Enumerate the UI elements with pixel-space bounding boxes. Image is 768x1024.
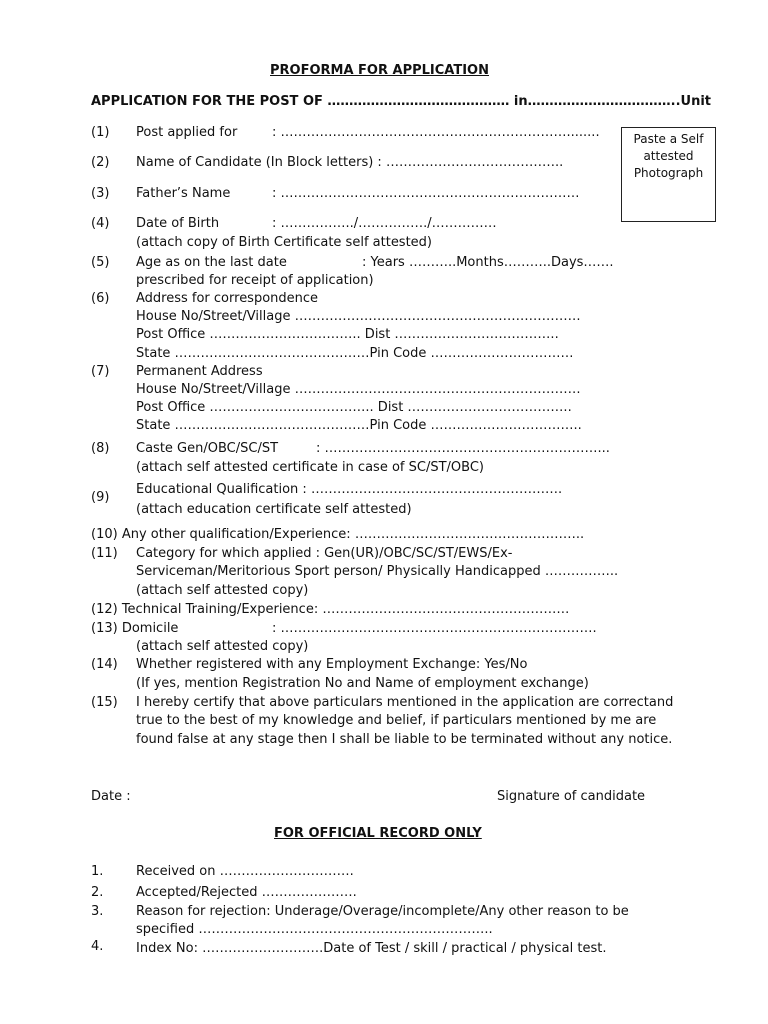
- accepted-rejected-field: Accepted/Rejected ………………….: [136, 885, 357, 900]
- official-number-2: 2.: [91, 885, 104, 900]
- permanent-state-field: State ………………………………………Pin Code ……………………………..: [136, 418, 582, 433]
- official-number-4: 4.: [91, 939, 104, 954]
- item-number-8: (8): [91, 441, 110, 456]
- rejection-reason-field: specified …………………………………………………………..: [136, 922, 493, 937]
- photo-box-line-3: Photograph: [633, 166, 704, 180]
- correspondence-house-field: House No/Street/Village …………………………………………………………: [136, 309, 581, 324]
- caste-field: : ………………………………………………………...: [316, 441, 610, 456]
- item-number-9: (9): [91, 490, 110, 505]
- index-no-field: Index No: ……………………….Date of Test / skill / practical / physical test.: [136, 941, 607, 956]
- item-number-11: (11): [91, 546, 118, 561]
- item-number-3: (3): [91, 186, 110, 201]
- father-name-label: Father’s Name: [136, 186, 231, 201]
- item-number-5: (5): [91, 255, 110, 270]
- correspondence-post-office-field: Post Office …………………………….. Dist ………………………………..: [136, 327, 559, 342]
- caste-note: (attach self attested certificate in case of SC/ST/OBC): [136, 460, 484, 475]
- rejection-reason-label: Reason for rejection: Underage/Overage/incomplete/Any other reason to be: [136, 904, 629, 919]
- category-note: (attach self attested copy): [136, 583, 309, 598]
- item-number-15: (15): [91, 695, 118, 710]
- caste-label: Caste Gen/OBC/SC/ST: [136, 441, 279, 456]
- photo-box-line-2: attested: [643, 149, 694, 163]
- application-post-line: APPLICATION FOR THE POST OF …………………………………… in……………………………..Unit: [91, 94, 712, 109]
- declaration-line-1: I hereby certify that above particulars mentioned in the application are correctand: [136, 695, 674, 710]
- category-field: Serviceman/Meritorious Sport person/ Physically Handicapped ……………..: [136, 564, 619, 579]
- official-number-3: 3.: [91, 904, 104, 919]
- father-name-field: : ……………………………………………………………: [272, 186, 580, 201]
- technical-training-field: (12) Technical Training/Experience: …………………………………………………: [91, 602, 570, 617]
- birth-certificate-note: (attach copy of Birth Certificate self attested): [136, 235, 433, 250]
- declaration-line-2: true to the best of my knowledge and belief, if particulars mentioned by me are: [136, 713, 657, 728]
- date-of-birth-field: : ……………../……………./……………: [272, 216, 497, 231]
- domicile-label: (13) Domicile: [91, 621, 179, 636]
- photo-box-line-1: Paste a Self: [633, 132, 704, 146]
- post-applied-label: Post applied for: [136, 125, 238, 140]
- date-label: Date :: [91, 789, 131, 804]
- educational-qualification-field: Educational Qualification : ………………………………………………….: [136, 482, 563, 497]
- item-number-4: (4): [91, 216, 110, 231]
- received-on-field: Received on ………………………….: [136, 864, 354, 879]
- employment-exchange-note: (If yes, mention Registration No and Name of employment exchange): [136, 676, 589, 691]
- correspondence-state-field: State ………………………………………Pin Code ……………………………: [136, 346, 574, 361]
- photograph-box: [621, 127, 716, 222]
- other-qualification-field: (10) Any other qualification/Experience: ……………………………………………..: [91, 527, 585, 542]
- category-label: Category for which applied : Gen(UR)/OBC/SC/ST/EWS/Ex-: [136, 546, 513, 561]
- official-number-1: 1.: [91, 864, 104, 879]
- employment-exchange-field: Whether registered with any Employment Exchange: Yes/No: [136, 657, 528, 672]
- domicile-field: : ……………………………………………………………….: [272, 621, 597, 636]
- permanent-post-office-field: Post Office ……………………………….. Dist ………………………………..: [136, 400, 572, 415]
- item-number-2: (2): [91, 155, 110, 170]
- declaration-line-3: found false at any stage then I shall be liable to be terminated without any notice.: [136, 732, 673, 747]
- age-note: prescribed for receipt of application): [136, 273, 374, 288]
- form-title: PROFORMA FOR APPLICATION: [270, 63, 489, 78]
- date-of-birth-label: Date of Birth: [136, 216, 220, 231]
- post-applied-field: : …………………………………………………………........: [272, 125, 600, 140]
- education-note: (attach education certificate self attested): [136, 502, 412, 517]
- correspondence-address-label: Address for correspondence: [136, 291, 319, 306]
- age-field: : Years ………..Months………..Days…….: [362, 255, 614, 270]
- age-label: Age as on the last date: [136, 255, 287, 270]
- signature-label: Signature of candidate: [497, 789, 646, 804]
- item-number-1: (1): [91, 125, 110, 140]
- permanent-house-field: House No/Street/Village …………………………………………………………: [136, 382, 581, 397]
- official-record-heading: FOR OFFICIAL RECORD ONLY: [274, 826, 482, 841]
- candidate-name-field: Name of Candidate (In Block letters) : …………………………………..: [136, 155, 564, 170]
- domicile-note: (attach self attested copy): [136, 639, 309, 654]
- item-number-14: (14): [91, 657, 118, 672]
- item-number-7: (7): [91, 364, 110, 379]
- item-number-6: (6): [91, 291, 110, 306]
- permanent-address-label: Permanent Address: [136, 364, 263, 379]
